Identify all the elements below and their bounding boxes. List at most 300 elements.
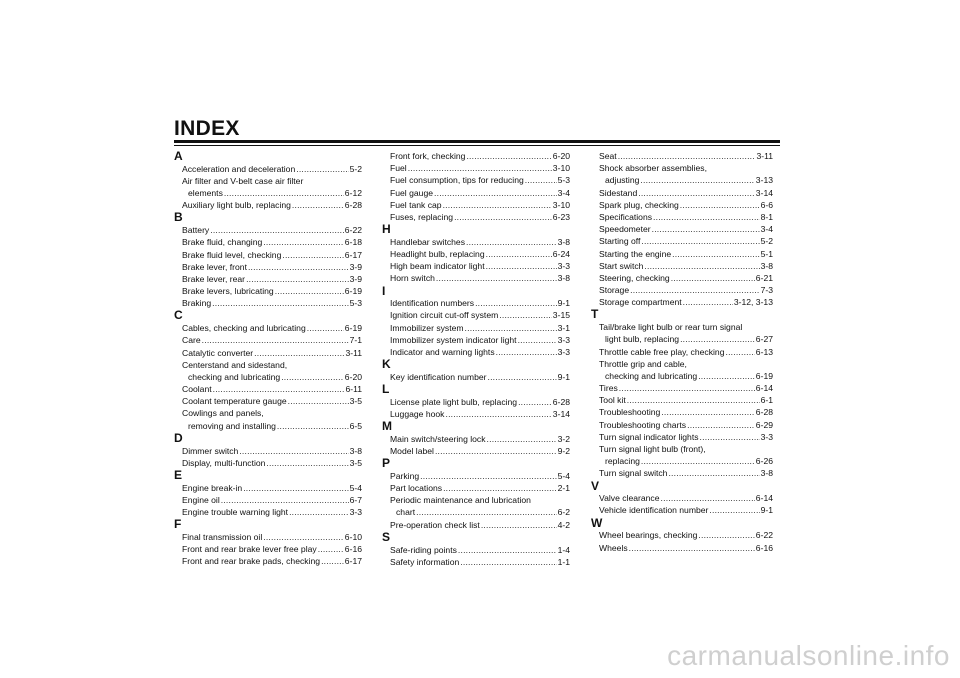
index-entry xyxy=(591,187,773,199)
index-entry xyxy=(591,199,773,211)
index-entry-label: Throttle cable free play, checking xyxy=(599,346,725,357)
index-page-ref: 6-29 xyxy=(755,419,773,430)
index-leader-dots xyxy=(318,543,344,555)
index-entry-label: Shock absorber assemblies, xyxy=(599,163,707,174)
index-leader-dots xyxy=(202,334,349,346)
index-leader-dots xyxy=(466,150,551,162)
index-entry-label: Troubleshooting xyxy=(599,407,661,418)
index-entry-label: Pre-operation check list xyxy=(390,519,480,530)
index-leader-dots xyxy=(416,506,556,518)
index-entry-label: Vehicle identification number xyxy=(599,505,709,516)
index-leader-dots xyxy=(436,272,557,284)
index-entry-label: Speedometer xyxy=(599,224,651,235)
index-page-ref: 6-13 xyxy=(755,346,773,357)
index-letter-heading: I xyxy=(382,283,386,298)
index-leader-dots xyxy=(288,395,349,407)
index-entry-label: replacing xyxy=(605,456,640,467)
index-leader-dots xyxy=(454,211,552,223)
index-page-ref: 3-10 xyxy=(552,199,570,210)
index-leader-dots xyxy=(683,296,733,308)
index-entry xyxy=(174,236,362,248)
index-page-ref: 6-28 xyxy=(344,200,362,211)
index-entry-label: elements xyxy=(188,188,223,199)
index-entry xyxy=(591,529,773,541)
index-page-ref: 3-3 xyxy=(557,347,570,357)
index-entry xyxy=(382,260,570,272)
index-entry-label: Acceleration and deceleration xyxy=(182,163,296,174)
index-column-2 xyxy=(382,150,570,568)
index-page-ref: 4-2 xyxy=(557,519,570,530)
index-entry-label: Brake fluid level, checking xyxy=(182,249,282,260)
index-leader-dots xyxy=(700,431,760,443)
index-letter-heading: M xyxy=(382,419,392,434)
index-leader-dots xyxy=(275,285,344,297)
index-entry xyxy=(591,211,773,223)
index-entry xyxy=(591,333,773,345)
index-page-ref: 3-14 xyxy=(552,408,570,419)
index-letter-heading: H xyxy=(382,222,391,237)
index-entry xyxy=(591,382,773,394)
index-entry-label: Model label xyxy=(390,446,434,456)
index-page-ref: 6-24 xyxy=(552,249,570,259)
index-entry-label: Air filter and V-belt case air filter xyxy=(182,175,304,186)
index-entry-label: Ignition circuit cut-off system xyxy=(390,310,499,321)
index-entry xyxy=(591,358,773,370)
index-leader-dots xyxy=(629,542,755,554)
index-entry-label: adjusting xyxy=(605,175,640,186)
index-entry-label: Fuel tank cap xyxy=(390,199,442,210)
index-entry xyxy=(174,347,362,359)
index-page-ref: 9-1 xyxy=(557,371,570,382)
index-leader-dots xyxy=(630,284,759,296)
index-entry xyxy=(382,334,570,346)
index-page-ref: 3-2 xyxy=(557,433,570,444)
index-page-ref: 3-9 xyxy=(349,273,362,284)
index-page-ref: 5-3 xyxy=(557,175,570,186)
index-leader-dots xyxy=(486,248,552,260)
index-entry-label: Starting the engine xyxy=(599,248,672,259)
index-leader-dots xyxy=(641,235,759,247)
index-page-ref: 3-8 xyxy=(349,445,362,456)
index-entry xyxy=(174,420,362,432)
title-rule-thin xyxy=(174,145,780,146)
index-entry-label: Tool kit xyxy=(599,395,626,406)
index-entry-label: Immobilizer system indicator light xyxy=(390,334,517,345)
index-entry-label: Start switch xyxy=(599,260,644,271)
index-entry-label: Front and rear brake lever free play xyxy=(182,544,317,554)
index-entry-label: chart xyxy=(396,507,416,518)
index-entry xyxy=(174,543,362,555)
index-leader-dots xyxy=(212,297,348,309)
index-entry xyxy=(382,371,570,383)
index-page-ref: 1-4 xyxy=(557,544,570,555)
index-letter-heading: C xyxy=(174,308,183,323)
index-page-ref: 3-4 xyxy=(760,224,773,235)
index-letter-heading: A xyxy=(174,149,183,163)
index-entry-label: light bulb, replacing xyxy=(605,334,680,345)
index-entry xyxy=(591,406,773,418)
index-entry xyxy=(174,285,362,297)
index-page-ref: 2-1 xyxy=(557,483,570,494)
index-entry-label: Brake levers, lubricating xyxy=(182,286,274,297)
index-entry xyxy=(174,297,362,309)
index-entry xyxy=(382,187,570,199)
index-entry-label: Turn signal indicator lights xyxy=(599,431,699,442)
index-entry xyxy=(382,433,570,445)
index-entry xyxy=(591,272,773,284)
index-entry-label: Tires xyxy=(599,383,618,394)
title-rule xyxy=(174,140,780,143)
index-letter-heading: K xyxy=(382,357,391,372)
index-page-ref: 6-10 xyxy=(344,531,362,542)
index-page-ref: 6-2 xyxy=(557,507,570,518)
index-entry-label: Safety information xyxy=(390,556,460,567)
index-page-ref: 9-1 xyxy=(760,505,773,516)
index-page-ref: 6-12 xyxy=(344,188,362,199)
index-entry-label: Display, multi-function xyxy=(182,457,266,468)
index-leader-dots xyxy=(239,445,348,457)
index-entry xyxy=(591,394,773,406)
index-entry xyxy=(591,455,773,467)
index-leader-dots xyxy=(619,382,755,394)
index-leader-dots xyxy=(435,445,557,457)
index-entry-label: Catalytic converter xyxy=(182,347,254,358)
index-entry-label: Front and rear brake pads, checking xyxy=(182,556,321,567)
index-leader-dots xyxy=(246,273,349,285)
index-entry-label: Starting off xyxy=(599,236,641,247)
index-entry-label: Sidestand xyxy=(599,187,638,198)
index-entry xyxy=(382,199,570,211)
index-entry xyxy=(174,224,362,236)
index-page-ref: 3-8 xyxy=(557,236,570,247)
index-entry xyxy=(174,531,362,543)
index-page-ref: 6-16 xyxy=(755,542,773,553)
index-page-ref: 5-2 xyxy=(760,236,773,247)
index-entry-label: Wheel bearings, checking xyxy=(599,530,698,541)
index-entry xyxy=(591,370,773,382)
index-entry xyxy=(591,321,773,333)
index-leader-dots xyxy=(496,346,557,358)
index-entry xyxy=(174,395,362,407)
index-entry-label: Brake fluid, changing xyxy=(182,237,263,248)
index-page-ref: 6-11 xyxy=(345,384,362,395)
index-entry xyxy=(382,150,570,162)
index-page-ref: 9-2 xyxy=(557,446,570,456)
index-leader-dots xyxy=(443,199,552,211)
index-entry-label: Braking xyxy=(182,298,212,309)
index-entry-label: Engine break-in xyxy=(182,482,243,493)
index-page-ref: 3-3 xyxy=(349,506,362,517)
index-entry-label: removing and installing xyxy=(188,420,276,431)
index-entry xyxy=(591,284,773,296)
index-entry-label: Cowlings and panels, xyxy=(182,408,264,419)
index-entry-label: Safe-riding points xyxy=(390,544,457,555)
index-page-ref: 5-3 xyxy=(349,298,362,309)
index-page-ref: 3-8 xyxy=(760,260,773,271)
index-page-ref: 1-1 xyxy=(557,556,570,567)
index-leader-dots xyxy=(640,174,754,186)
index-page-ref: 8-1 xyxy=(760,211,773,222)
index-page-ref: 6-14 xyxy=(755,493,773,504)
index-entry xyxy=(591,467,773,479)
index-leader-dots xyxy=(221,494,349,506)
index-letter-heading: P xyxy=(382,456,391,471)
index-page-ref: 6-17 xyxy=(344,249,362,260)
index-entry-label: Troubleshooting charts xyxy=(599,419,687,430)
index-page-ref: 9-1 xyxy=(557,298,570,309)
index-entry xyxy=(382,309,570,321)
index-leader-dots xyxy=(644,260,759,272)
index-page-ref: 5-1 xyxy=(760,248,773,259)
index-leader-dots xyxy=(224,187,344,199)
index-entry xyxy=(174,199,362,211)
index-leader-dots xyxy=(698,370,755,382)
index-page-ref: 6-22 xyxy=(344,225,362,236)
index-leader-dots xyxy=(213,383,345,395)
index-leader-dots xyxy=(460,556,556,568)
index-entry xyxy=(382,396,570,408)
index-entry xyxy=(174,261,362,273)
index-entry-label: Fuel consumption, tips for reducing xyxy=(390,175,524,186)
index-entry xyxy=(174,407,362,419)
index-column-1 xyxy=(174,150,362,567)
index-page-ref: 6-27 xyxy=(755,334,773,345)
index-page-ref: 3-1 xyxy=(557,322,570,333)
index-leader-dots xyxy=(254,347,344,359)
index-page-ref: 6-19 xyxy=(344,286,362,297)
index-letter-heading: F xyxy=(174,517,182,532)
index-page-ref: 3-9 xyxy=(349,261,362,272)
index-entry-label: Brake lever, front xyxy=(182,261,247,272)
index-page-ref: 6-6 xyxy=(760,199,773,210)
index-letter-heading: D xyxy=(174,430,183,445)
index-entry-label: Brake lever, rear xyxy=(182,273,246,284)
index-entry xyxy=(382,272,570,284)
index-entry xyxy=(382,236,570,248)
index-leader-dots xyxy=(668,467,759,479)
index-entry-label: Tail/brake light bulb or rear turn signal xyxy=(599,322,743,333)
index-leader-dots xyxy=(518,396,552,408)
index-leader-dots xyxy=(518,334,557,346)
index-page-ref: 7-1 xyxy=(349,335,362,346)
index-entry-label: Key identification number xyxy=(390,371,487,382)
index-entry xyxy=(174,163,362,175)
index-entry xyxy=(382,248,570,260)
index-entry-label: Handlebar switches xyxy=(390,236,465,247)
index-entry xyxy=(591,346,773,358)
index-leader-dots xyxy=(652,223,760,235)
index-entry-label: Main switch/steering lock xyxy=(390,433,486,444)
index-entry-label: checking and lubricating xyxy=(605,370,698,381)
index-letter-heading: S xyxy=(382,529,391,544)
index-leader-dots xyxy=(475,297,557,309)
index-entry xyxy=(382,445,570,457)
index-entry-label: Steering, checking xyxy=(599,272,670,283)
index-entry xyxy=(174,457,362,469)
index-entry xyxy=(174,445,362,457)
index-entry xyxy=(382,322,570,334)
index-entry-label: High beam indicator light xyxy=(390,261,485,272)
index-entry xyxy=(591,223,773,235)
index-entry-label: Luggage hook xyxy=(390,408,445,419)
index-page-ref: 6-28 xyxy=(552,396,570,407)
index-entry xyxy=(382,519,570,531)
index-entry xyxy=(174,506,362,518)
index-entry xyxy=(382,162,570,174)
index-entry xyxy=(591,162,773,174)
index-entry xyxy=(174,273,362,285)
index-column-3 xyxy=(591,150,773,554)
index-entry xyxy=(591,443,773,455)
index-leader-dots xyxy=(672,248,759,260)
index-entry-label: Front fork, checking xyxy=(390,151,466,161)
index-leader-dots xyxy=(627,394,760,406)
index-leader-dots xyxy=(408,162,552,174)
index-leader-dots xyxy=(458,544,557,556)
index-entry xyxy=(174,187,362,199)
index-letter-heading: W xyxy=(591,515,603,530)
index-entry-label: Turn signal switch xyxy=(599,468,668,479)
index-page-ref: 3-5 xyxy=(349,396,362,407)
index-entry xyxy=(382,174,570,186)
index-entry xyxy=(382,506,570,518)
index-entry xyxy=(591,260,773,272)
index-page-ref: 3-10 xyxy=(552,163,570,174)
index-leader-dots xyxy=(282,249,343,261)
index-letter-heading: V xyxy=(591,478,600,493)
index-entry-label: Throttle grip and cable, xyxy=(599,358,687,369)
index-page-ref: 3-8 xyxy=(557,273,570,284)
index-entry-label: Wheels xyxy=(599,542,628,553)
index-entry xyxy=(591,492,773,504)
index-page-ref: 6-20 xyxy=(344,371,362,382)
index-entry-label: Coolant xyxy=(182,384,212,395)
index-page-ref: 6-5 xyxy=(349,420,362,431)
index-entry xyxy=(591,150,773,162)
index-page-ref: 3-3 xyxy=(557,334,570,345)
index-leader-dots xyxy=(210,224,344,236)
index-page-ref: 6-18 xyxy=(344,237,362,248)
index-entry xyxy=(382,544,570,556)
index-page-ref: 3-11 xyxy=(756,151,773,161)
index-page-ref: 6-19 xyxy=(755,370,773,381)
index-entry xyxy=(174,175,362,187)
index-entry xyxy=(382,556,570,568)
index-entry xyxy=(591,419,773,431)
index-page-ref: 5-4 xyxy=(557,470,570,481)
index-page-ref: 3-3 xyxy=(557,261,570,272)
index-entry xyxy=(174,334,362,346)
index-leader-dots xyxy=(248,261,349,273)
index-leader-dots xyxy=(709,504,759,516)
index-entry xyxy=(382,408,570,420)
index-entry xyxy=(591,431,773,443)
index-page-ref: 6-1 xyxy=(760,395,773,406)
index-entry-label: Horn switch xyxy=(390,273,435,284)
index-page-ref: 7-3 xyxy=(760,285,773,296)
index-leader-dots xyxy=(680,199,760,211)
index-leader-dots xyxy=(445,408,551,420)
index-entry-label: Fuel xyxy=(390,163,407,174)
index-entry-label: Engine oil xyxy=(182,494,220,505)
index-leader-dots xyxy=(281,371,344,383)
index-entry-label: Coolant temperature gauge xyxy=(182,396,287,407)
page-title: INDEX xyxy=(174,117,240,140)
index-entry-label: Seat xyxy=(599,151,617,161)
index-leader-dots xyxy=(266,457,348,469)
index-entry-label: Care xyxy=(182,335,201,346)
index-entry xyxy=(591,235,773,247)
index-leader-dots xyxy=(499,309,552,321)
index-page-ref: 6-19 xyxy=(344,323,362,334)
index-entry-label: License plate light bulb, replacing xyxy=(390,396,518,407)
index-entry-label: Storage xyxy=(599,285,630,296)
index-leader-dots xyxy=(680,333,755,345)
index-page-ref: 3-3 xyxy=(760,431,773,442)
watermark: carmanualsonline.info xyxy=(667,640,950,671)
index-leader-dots xyxy=(277,420,349,432)
index-entry-label: Periodic maintenance and lubrication xyxy=(390,495,531,506)
index-entry-label: Auxiliary light bulb, replacing xyxy=(182,200,291,211)
index-entry xyxy=(591,296,773,308)
index-leader-dots xyxy=(487,433,557,445)
index-page-ref: 3-8 xyxy=(760,468,773,479)
index-leader-dots xyxy=(525,174,557,186)
index-page-ref: 6-26 xyxy=(755,456,773,467)
index-letter-heading: E xyxy=(174,467,183,482)
index-entry xyxy=(591,248,773,260)
index-entry-label: Fuel gauge xyxy=(390,187,434,198)
index-leader-dots xyxy=(263,531,344,543)
index-page-ref: 6-28 xyxy=(755,407,773,418)
index-page-ref: 5-4 xyxy=(349,482,362,493)
index-page-ref: 3-5 xyxy=(349,457,362,468)
index-entry-label: Engine trouble warning light xyxy=(182,506,289,517)
index-entry xyxy=(174,371,362,383)
index-letter-heading: L xyxy=(382,382,390,397)
index-page-ref: 6-20 xyxy=(552,151,570,161)
index-page-ref: 6-16 xyxy=(344,544,362,554)
index-entry-label: Cables, checking and lubricating xyxy=(182,323,306,334)
index-page-ref: 6-7 xyxy=(349,494,362,505)
index-leader-dots xyxy=(243,482,348,494)
index-page-ref: 3-4 xyxy=(557,187,570,198)
index-leader-dots xyxy=(725,346,754,358)
index-page-ref: 3-11 xyxy=(345,347,362,358)
index-entry-label: Part locations xyxy=(390,483,443,494)
index-leader-dots xyxy=(443,482,557,494)
index-entry xyxy=(382,211,570,223)
index-entry-label: Final transmission oil xyxy=(182,531,263,542)
index-entry xyxy=(174,249,362,261)
index-entry xyxy=(591,542,773,554)
index-entry xyxy=(174,494,362,506)
index-entry-label: checking and lubricating xyxy=(188,371,281,382)
index-leader-dots xyxy=(434,187,557,199)
index-letter-heading: T xyxy=(591,307,599,322)
index-leader-dots xyxy=(466,236,557,248)
index-leader-dots xyxy=(687,419,755,431)
index-entry xyxy=(174,322,362,334)
index-entry-label: Headlight bulb, replacing xyxy=(390,249,485,259)
index-leader-dots xyxy=(698,529,754,541)
index-entry xyxy=(382,470,570,482)
index-entry xyxy=(174,482,362,494)
index-page-ref: 6-21 xyxy=(755,272,773,283)
index-entry xyxy=(382,494,570,506)
index-entry-label: Immobilizer system xyxy=(390,322,464,333)
index-leader-dots xyxy=(321,555,344,567)
